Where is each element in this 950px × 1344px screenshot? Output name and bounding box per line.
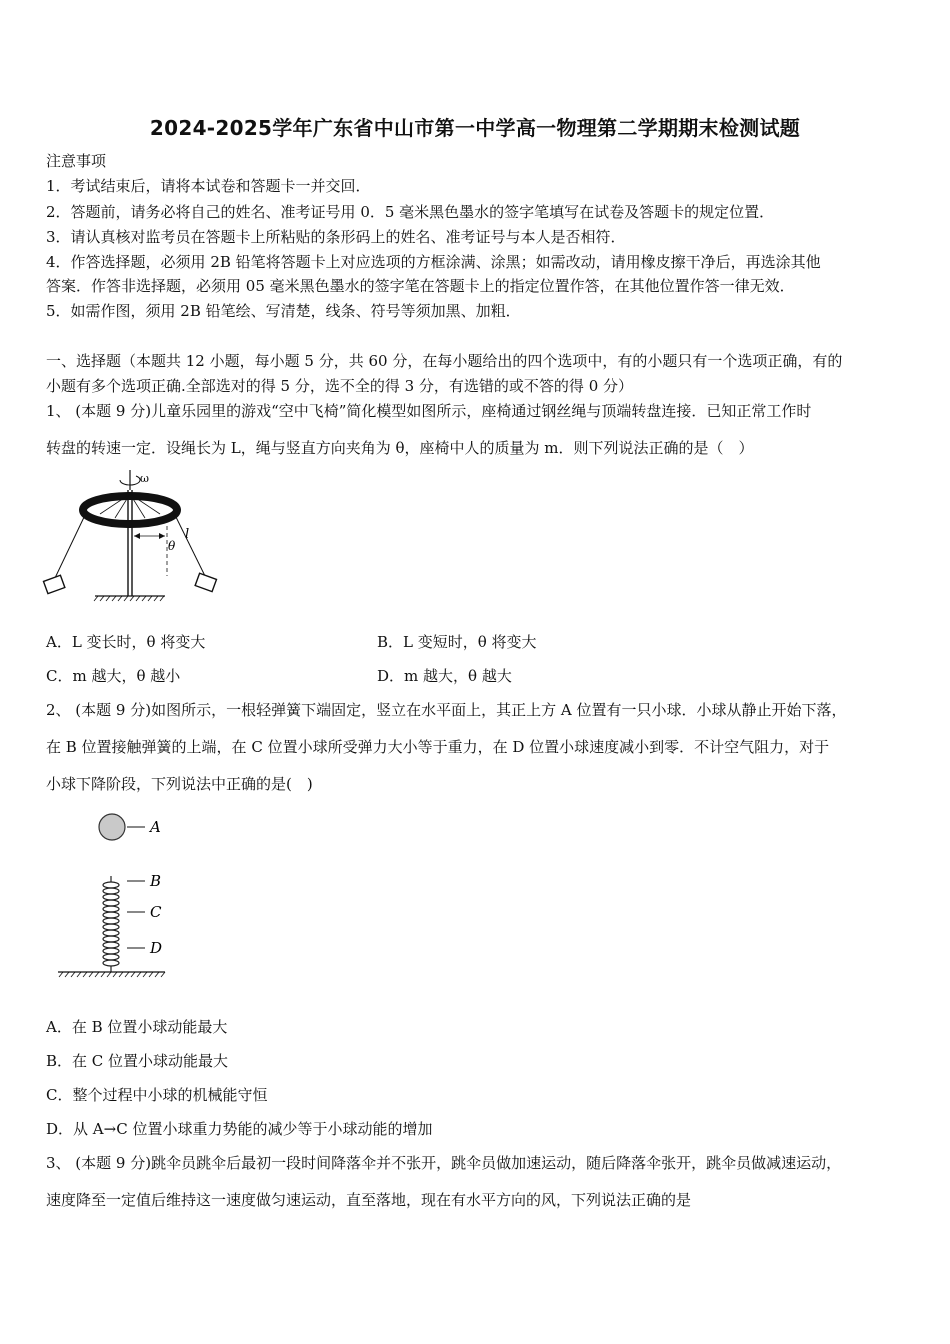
q2-stem-cont: 在 B 位置接触弹簧的上端，在 C 位置小球所受弹力大小等于重力，在 D 位置小球速度减小到零．不计空气阻力，对于 (46, 738, 830, 756)
q1-option-b[interactable]: B．L 变短时，θ 将变大 (377, 633, 537, 651)
q1-option-d[interactable]: D．m 越大，θ 越大 (377, 667, 512, 685)
length-label: l (185, 527, 190, 542)
section-heading: 一、选择题（本题共 12 小题，每小题 5 分，共 60 分，在每小题给出的四个选项中，有的小题只有一个选项正确，有的 (46, 352, 843, 370)
q2-stem: 2、 (本题 9 分)如图所示，一根轻弹簧下端固定，竖立在水平面上，其正上方 A 位置有一只小球．小球从静止开始下落， (46, 701, 847, 719)
position-c-label: C (150, 903, 162, 921)
q3-stem: 3、 (本题 9 分)跳伞员跳伞后最初一段时间降落伞并不张开，跳伞员做加速运动，随后降落伞张开，跳伞员做减速运动， (46, 1154, 842, 1172)
q2-stem-cont: 小球下降阶段，下列说法中正确的是( ) (46, 775, 313, 793)
notice-item: 2．答题前，请务必将自己的姓名、准考证号用 0．5 毫米黑色墨水的签字笔填写在试卷及答题卡的规定位置． (46, 203, 775, 221)
notice-item: 5．如需作图，须用 2B 铅笔绘、写清楚，线条、符号等须加黑、加粗． (46, 302, 521, 320)
q1-stem: 1、 (本题 9 分)儿童乐园里的游戏“空中飞椅”简化模型如图所示，座椅通过钢丝绳与顶端转盘连接．已知正常工作时 (46, 402, 812, 420)
omega-label: ω (140, 472, 149, 485)
spring-ball-figure (55, 808, 185, 983)
position-a-label: A (150, 818, 161, 836)
notice-heading: 注意事项 (46, 152, 107, 170)
q1-option-a[interactable]: A．L 变长时，θ 将变大 (46, 633, 206, 651)
q2-option-b[interactable]: B．在 C 位置小球动能最大 (46, 1052, 229, 1070)
notice-item: 4．作答选择题，必须用 2B 铅笔将答题卡上对应选项的方框涂满、涂黑；如需改动，请用橡皮擦干净后，再选涂其他 (46, 253, 821, 271)
q2-option-a[interactable]: A．在 B 位置小球动能最大 (46, 1018, 228, 1036)
position-d-label: D (150, 939, 163, 957)
q3-stem-cont: 速度降至一定值后维持这一速度做匀速运动，直至落地，现在有水平方向的风，下列说法正确的是 (46, 1191, 692, 1209)
flying-chair-figure (40, 468, 230, 608)
q2-option-d[interactable]: D．从 A→C 位置小球重力势能的减少等于小球动能的增加 (46, 1120, 433, 1138)
section-heading-cont: 小题有多个选项正确.全部选对的得 5 分，选不全的得 3 分，有选错的或不答的得 0 分） (46, 377, 634, 395)
q1-stem-cont: 转盘的转速一定．设绳长为 L，绳与竖直方向夹角为 θ，座椅中人的质量为 m．则下列说法正确的是（ ） (46, 439, 754, 457)
position-b-label: B (150, 872, 162, 890)
q2-option-c[interactable]: C．整个过程中小球的机械能守恒 (46, 1086, 268, 1104)
page-title: 2024-2025学年广东省中山市第一中学高一物理第二学期期末检测试题 (149, 116, 801, 140)
notice-item: 答案．作答非选择题，必须用 05 毫米黑色墨水的签字笔在答题卡上的指定位置作答，在其他位置作答一律无效． (46, 277, 795, 295)
notice-item: 3．请认真核对监考员在答题卡上所粘贴的条形码上的姓名、准考证号与本人是否相符． (46, 228, 626, 246)
q1-option-c[interactable]: C．m 越大，θ 越小 (46, 667, 181, 685)
angle-label: θ (168, 539, 176, 553)
notice-item: 1．考试结束后，请将本试卷和答题卡一并交回． (46, 177, 371, 195)
